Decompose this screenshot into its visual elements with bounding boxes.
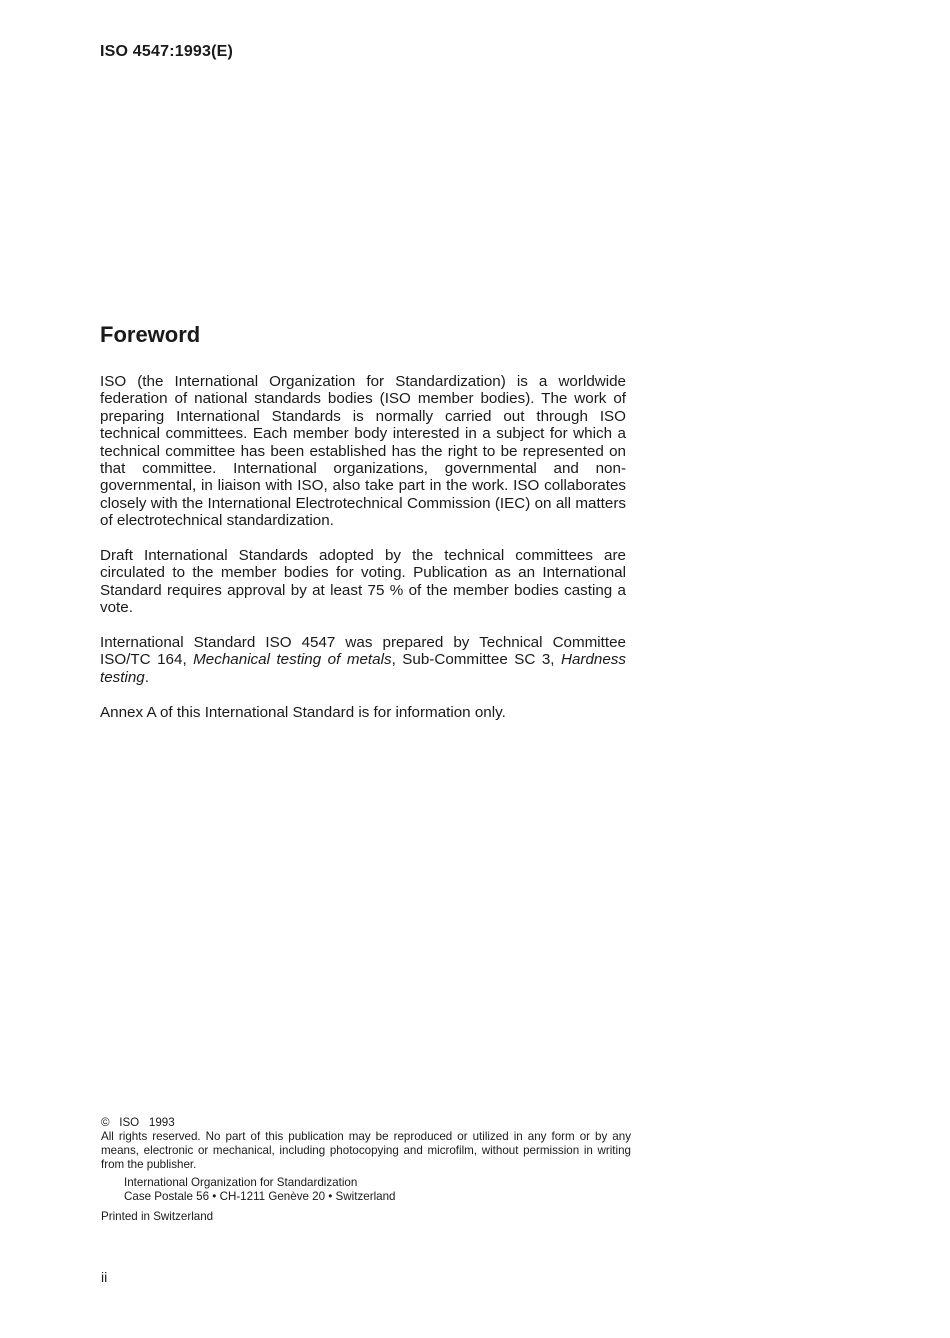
subcommittee-title: Hardness testing — [100, 651, 626, 686]
publisher-address — [124, 1176, 631, 1204]
paragraph-text: . — [144, 668, 149, 686]
copyright-owner: ISO — [119, 1116, 140, 1129]
printed-location: Printed in Switzerland — [101, 1210, 214, 1223]
copyright-symbol: © — [101, 1116, 110, 1129]
copyright-year: 1993 — [148, 1116, 175, 1129]
paragraph-text: , Sub-Committee SC 3, — [391, 651, 561, 669]
copyright-block — [101, 1116, 631, 1224]
copyright-line — [101, 1116, 631, 1130]
foreword-body — [100, 373, 626, 738]
publisher-name: International Organization for Standardization — [124, 1176, 358, 1189]
paragraph-text: International Standard ISO 4547 was prepared by Technical Committee ISO/TC 164, — [100, 634, 626, 669]
document-id: ISO 4547:1993(E) — [100, 43, 234, 60]
committee-title: Mechanical testing of metals — [193, 651, 392, 669]
page-title: Foreword — [100, 322, 201, 347]
page-number: ii — [101, 1269, 108, 1285]
rights-statement: All rights reserved. No part of this publication may be reproduced or utilized in any form or by any means, electronic or mechanical, including photocopying and microfilm, without permission in writing from the publisher. — [101, 1130, 631, 1171]
publisher-postal: Case Postale 56 • CH-1211 Genève 20 • Switzerland — [124, 1190, 396, 1203]
foreword-paragraph-2: Draft International Standards adopted by the technical committees are circulated to the member bodies for voting. Publication as an International Standard requires approval by at least 75 % of the member bodies casting a vote. — [100, 547, 626, 617]
foreword-paragraph-3 — [100, 634, 626, 686]
foreword-paragraph-4: Annex A of this International Standard is for information only. — [100, 703, 506, 721]
foreword-paragraph-1: ISO (the International Organization for Standardization) is a worldwide federation of national standards bodies (ISO member bodies). The work of preparing International Standards is normally carried out through ISO technical committees. Each member body interested in a subject for which a technical committee has been established has the right to be represented on that committee. International organizations, governmental and non-governmental, in liaison with ISO, also take part in the work. ISO collaborates closely with the International Electrotechnical Commission (IEC) on all matters of electrotechnical standardization. — [100, 373, 626, 530]
